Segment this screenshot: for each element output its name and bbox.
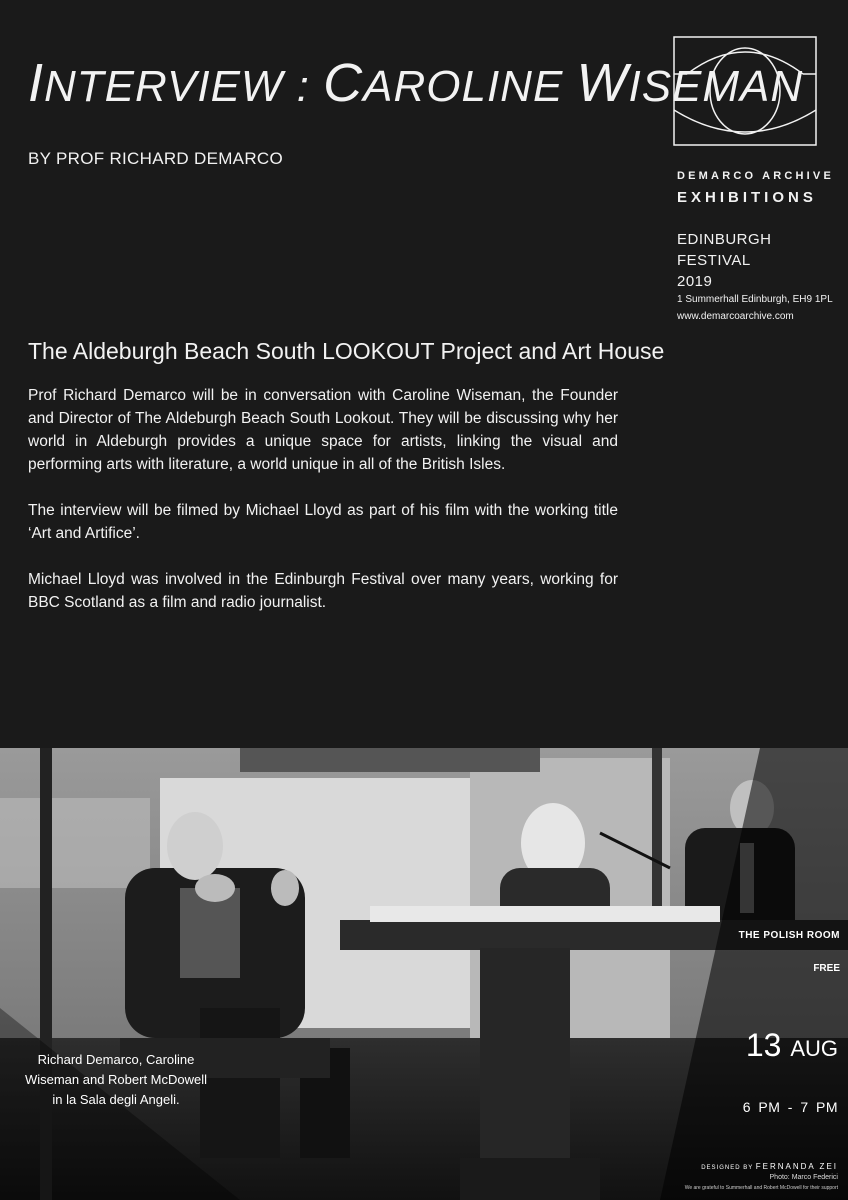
thanks-credit: We are grateful to Summerhall and Robert McDowell for their support — [684, 1185, 838, 1191]
article-body — [28, 384, 618, 637]
festival-year: 2019 — [677, 273, 713, 290]
paragraph: Michael Lloyd was involved in the Edinburgh Festival over many years, working for BBC Scotland as a film and radio journalist. — [28, 571, 618, 611]
event-date — [700, 1027, 838, 1064]
section-heading: The Aldeburgh Beach South LOOKOUT Project and Art House — [28, 338, 665, 364]
brand-line-exhibitions: EXHIBITIONS — [677, 189, 817, 206]
event-month: AUG — [790, 1036, 838, 1061]
event-day: 13 — [745, 1027, 782, 1063]
address: 1 Summerhall Edinburgh, EH9 1PL — [677, 294, 833, 305]
venue-room: THE POLISH ROOM — [738, 930, 840, 941]
price-label: FREE — [813, 963, 840, 974]
brand-line-archive: DEMARCO ARCHIVE — [677, 170, 834, 182]
byline: BY PROF RICHARD DEMARCO — [28, 149, 284, 168]
event-photo — [0, 748, 848, 1200]
website-link[interactable]: www.demarcoarchive.com — [677, 311, 794, 322]
caption-line: in la Sala degli Angeli. — [52, 1092, 180, 1107]
designer-name: FERNANDA ZEI — [755, 1162, 838, 1171]
paragraph: The interview will be filmed by Michael Lloyd as part of his film with the working title ‘Art and Artifice’. — [28, 502, 618, 542]
photo-credit: Photo: Marco Federici — [769, 1174, 838, 1181]
designer-credit — [700, 1162, 838, 1171]
event-time: 6 PM - 7 PM — [742, 1099, 838, 1115]
caption-line: Richard Demarco, Caroline — [37, 1052, 195, 1067]
photo-caption — [18, 1050, 214, 1110]
festival-label — [677, 229, 837, 292]
page-title: INTERVIEW : CAROLINE WISEMAN — [28, 53, 804, 113]
photo-illustration — [0, 748, 848, 1200]
eye-logo-icon — [673, 36, 817, 146]
caption-line: Wiseman and Robert McDowell — [24, 1072, 208, 1087]
contact-block — [677, 291, 833, 325]
paragraph: Prof Richard Demarco will be in conversation with Caroline Wiseman, the Founder and Director of The Aldeburgh Beach South Lookout. They will be discussing why her world in Aldeburgh provides a unique space for artists, linking the visual and performing arts with literature, a world unique in all of the British Isles. — [28, 387, 618, 473]
designed-by-label: DESIGNED BY — [701, 1165, 754, 1171]
festival-name: EDINBURGH FESTIVAL — [677, 231, 772, 269]
